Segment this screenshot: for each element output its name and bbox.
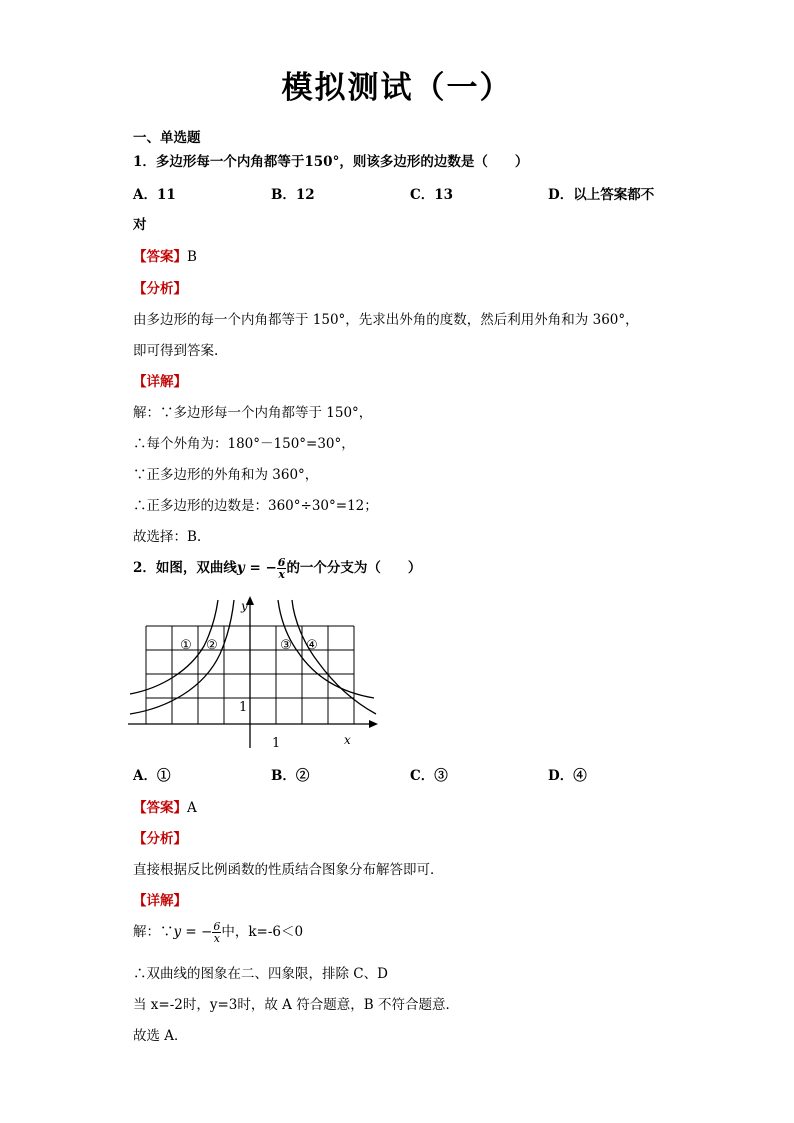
detail-prefix: 解：∵ [133,924,174,940]
branch-label-1: ① [180,638,192,653]
answer-value: A [187,800,197,816]
q2-option-a [133,764,170,784]
option-mark: ④ [573,768,587,784]
q1-detail-line: 故选择：B. [133,529,202,545]
q1-analysis-line: 即可得到答案. [133,343,219,359]
q1-analysis-tag: 【分析】 [133,281,187,297]
q2-detail-line: 当 x=-2时，y=3时，故 A 符合题意，B 不符合题意． [133,997,459,1013]
q1-option-c: C．13 [410,187,454,203]
equation-lhs: y = − [236,560,277,576]
q2-detail-line: ∴双曲线的图象在二、四象限，排除 C、D [133,966,388,982]
hyperbola-graph [128,596,378,754]
branch-label-4: ④ [306,638,318,653]
q2-answer [133,796,197,816]
option-letter: D． [548,768,574,784]
q2-option-d [548,764,587,784]
option-mark: ① [156,768,171,784]
branch-4-curve [292,600,376,714]
branch-2-curve [130,600,218,694]
option-mark: ③ [434,768,448,784]
option-letter: A． [133,768,157,784]
fraction-numerator: 6 [213,920,221,933]
q2-option-b [271,764,309,784]
q2-detail-eq-line [133,920,303,944]
q1-option-a: A．11 [133,187,176,203]
q1-option-d: D．以上答案都不 [548,187,655,203]
q2-detail-tag: 【详解】 [133,893,187,909]
q1-detail-line: 解：∵多边形每一个内角都等于 150°， [133,405,373,421]
option-mark: ② [295,768,310,784]
q1-option-d-wrap: 对 [133,217,147,233]
answer-tag: 【答案】 [133,800,187,816]
x-axis-arrow [369,720,378,728]
equation-lhs: y = − [173,924,213,940]
q2-analysis-tag: 【分析】 [133,831,187,847]
q2-stem [133,556,421,580]
equation-fraction [212,921,221,944]
q2-detail-line: 故选 A． [133,1028,188,1044]
q1-detail-line: ∴每个外角为：180°－150°=30°， [133,436,355,452]
q2-stem-suffix: 的一个分支为（ ） [286,560,422,576]
detail-eq-suffix: 中，k=-6＜0 [221,924,304,940]
q1-answer [133,245,197,265]
fraction-denominator: x [278,568,285,581]
q1-option-b: B．12 [271,187,315,203]
section-heading: 一、单选题 [133,130,201,146]
x-tick-label: 1 [272,736,281,751]
y-tick-label: 1 [239,700,248,715]
page-title: 模拟测试（一） [281,70,513,106]
q1-detail-line: ∴正多边形的边数是：360°÷30°=12； [133,498,378,514]
branch-3-curve [278,600,374,698]
q2-option-c [410,764,448,784]
branch-label-2: ② [206,638,218,653]
curves [130,600,376,714]
q1-analysis-line: 由多边形的每一个内角都等于 150°，先求出外角的度数，然后利用外角和为 360°， [133,312,639,328]
x-axis-label: x [344,733,351,747]
q1-detail-line: ∵正多边形的外角和为 360°， [133,467,319,483]
answer-value: B [187,249,197,265]
q2-stem-prefix: 2．如图，双曲线 [133,560,237,576]
q2-analysis-line: 直接根据反比例函数的性质结合图象分布解答即可． [133,862,444,878]
fraction-denominator: x [213,932,220,945]
branch-label-3: ③ [280,638,292,653]
fraction-numerator: 6 [277,556,286,569]
q1-stem: 1．多边形每一个内角都等于150°，则该多边形的边数是（ ） [133,154,529,170]
option-letter: B． [271,768,296,784]
answer-tag: 【答案】 [133,249,187,265]
y-axis-label: y [241,599,248,613]
option-letter: C． [410,768,435,784]
q1-detail-tag: 【详解】 [133,374,187,390]
equation-fraction [277,557,287,580]
